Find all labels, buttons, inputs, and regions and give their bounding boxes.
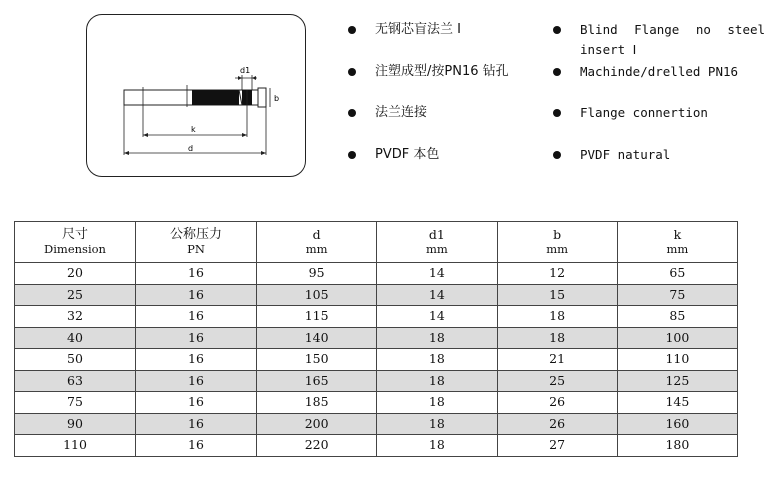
cell-d1: 18 [377,392,497,414]
cell-b: 12 [497,263,617,285]
label-k: k [191,125,196,134]
cell-b: 18 [497,306,617,328]
header-pn [136,222,257,263]
cell-pn: 16 [136,370,257,392]
dimension-table [14,221,738,457]
feature-en-4: PVDF natural [580,147,671,162]
cell-pn: 16 [136,392,257,414]
cell-d1: 18 [377,413,497,435]
cell-d: 185 [257,392,377,414]
cell-pn: 16 [136,263,257,285]
table-row [15,392,738,414]
feature-cn-1: 无钢芯盲法兰 Ⅰ [375,22,461,37]
header-dimension-en: Dimension [44,242,106,256]
cell-b: 15 [497,284,617,306]
table-row [15,370,738,392]
header-d1-unit: mm [425,242,448,256]
cell-b: 18 [497,327,617,349]
cell-dimension: 75 [15,392,136,414]
table-row [15,306,738,328]
cell-dimension: 63 [15,370,136,392]
bullet-icon [553,26,561,34]
label-b: b [274,94,280,103]
cell-d1: 18 [377,327,497,349]
table-body [15,263,738,457]
cell-d1: 14 [377,306,497,328]
header-d1-label: d1 [428,227,445,242]
table-row [15,327,738,349]
bullet-icon [553,151,561,159]
cell-k: 100 [617,327,737,349]
cell-d1: 14 [377,263,497,285]
cell-dimension: 90 [15,413,136,435]
header-pn-en: PN [187,242,205,256]
cell-d1: 18 [377,349,497,371]
cell-d: 150 [257,349,377,371]
feature-en-3: Flange connertion [580,105,708,120]
bullet-icon [553,109,561,117]
cell-b: 21 [497,349,617,371]
cell-d: 95 [257,263,377,285]
cell-d1: 18 [377,435,497,457]
feature-en-1-line1: Blind Flange no steel [580,22,766,37]
label-d1: d1 [240,66,251,75]
feature-cn-2: 注塑成型/按PN16 钻孔 [375,64,509,79]
bullet-icon [553,68,561,76]
cell-pn: 16 [136,413,257,435]
cell-k: 75 [617,284,737,306]
feature-cn-3: 法兰连接 [375,105,428,120]
cell-pn: 16 [136,349,257,371]
header-k-unit: mm [666,242,689,256]
cell-dimension: 25 [15,284,136,306]
bullet-icon [348,68,356,76]
feature-en-2: Machinde/drelled PN16 [580,64,739,79]
cell-d1: 18 [377,370,497,392]
cell-d: 220 [257,435,377,457]
cell-pn: 16 [136,435,257,457]
cell-k: 65 [617,263,737,285]
cell-d: 115 [257,306,377,328]
cell-b: 26 [497,392,617,414]
table-row [15,284,738,306]
cell-d: 105 [257,284,377,306]
cell-k: 125 [617,370,737,392]
cell-k: 110 [617,349,737,371]
table-row [15,435,738,457]
cell-k: 180 [617,435,737,457]
label-d: d [188,144,194,153]
cell-k: 145 [617,392,737,414]
bullet-icon [348,151,356,159]
cell-pn: 16 [136,306,257,328]
cell-b: 27 [497,435,617,457]
table-row [15,263,738,285]
cell-pn: 16 [136,327,257,349]
cell-k: 160 [617,413,737,435]
cell-dimension: 32 [15,306,136,328]
header-k-label: k [673,227,682,242]
feature-cn-4: PVDF 本色 [375,147,440,162]
table-row [15,349,738,371]
flange-drawing-frame [86,14,306,177]
cell-dimension: 20 [15,263,136,285]
cell-pn: 16 [136,284,257,306]
header-b-label: b [553,227,562,242]
header-b [497,222,617,263]
blind-flange-drawing [87,15,307,178]
cell-b: 26 [497,413,617,435]
cell-d: 165 [257,370,377,392]
cell-b: 25 [497,370,617,392]
header-b-unit: mm [546,242,569,256]
header-k [617,222,737,263]
header-d-unit: mm [305,242,328,256]
header-dimension-cn: 尺寸 [61,227,88,242]
header-d [257,222,377,263]
header-dimension [15,222,136,263]
cell-d: 140 [257,327,377,349]
cell-dimension: 40 [15,327,136,349]
header-pn-cn: 公称压力 [169,227,222,242]
feature-en-1-line2: insert Ⅰ [580,42,637,57]
bullet-icon [348,109,356,117]
table-header-row [15,222,738,263]
header-d-label: d [312,227,321,242]
cell-dimension: 110 [15,435,136,457]
header-d1 [377,222,497,263]
bullet-icon [348,26,356,34]
cell-dimension: 50 [15,349,136,371]
cell-d: 200 [257,413,377,435]
table-row [15,413,738,435]
cell-d1: 14 [377,284,497,306]
cell-k: 85 [617,306,737,328]
